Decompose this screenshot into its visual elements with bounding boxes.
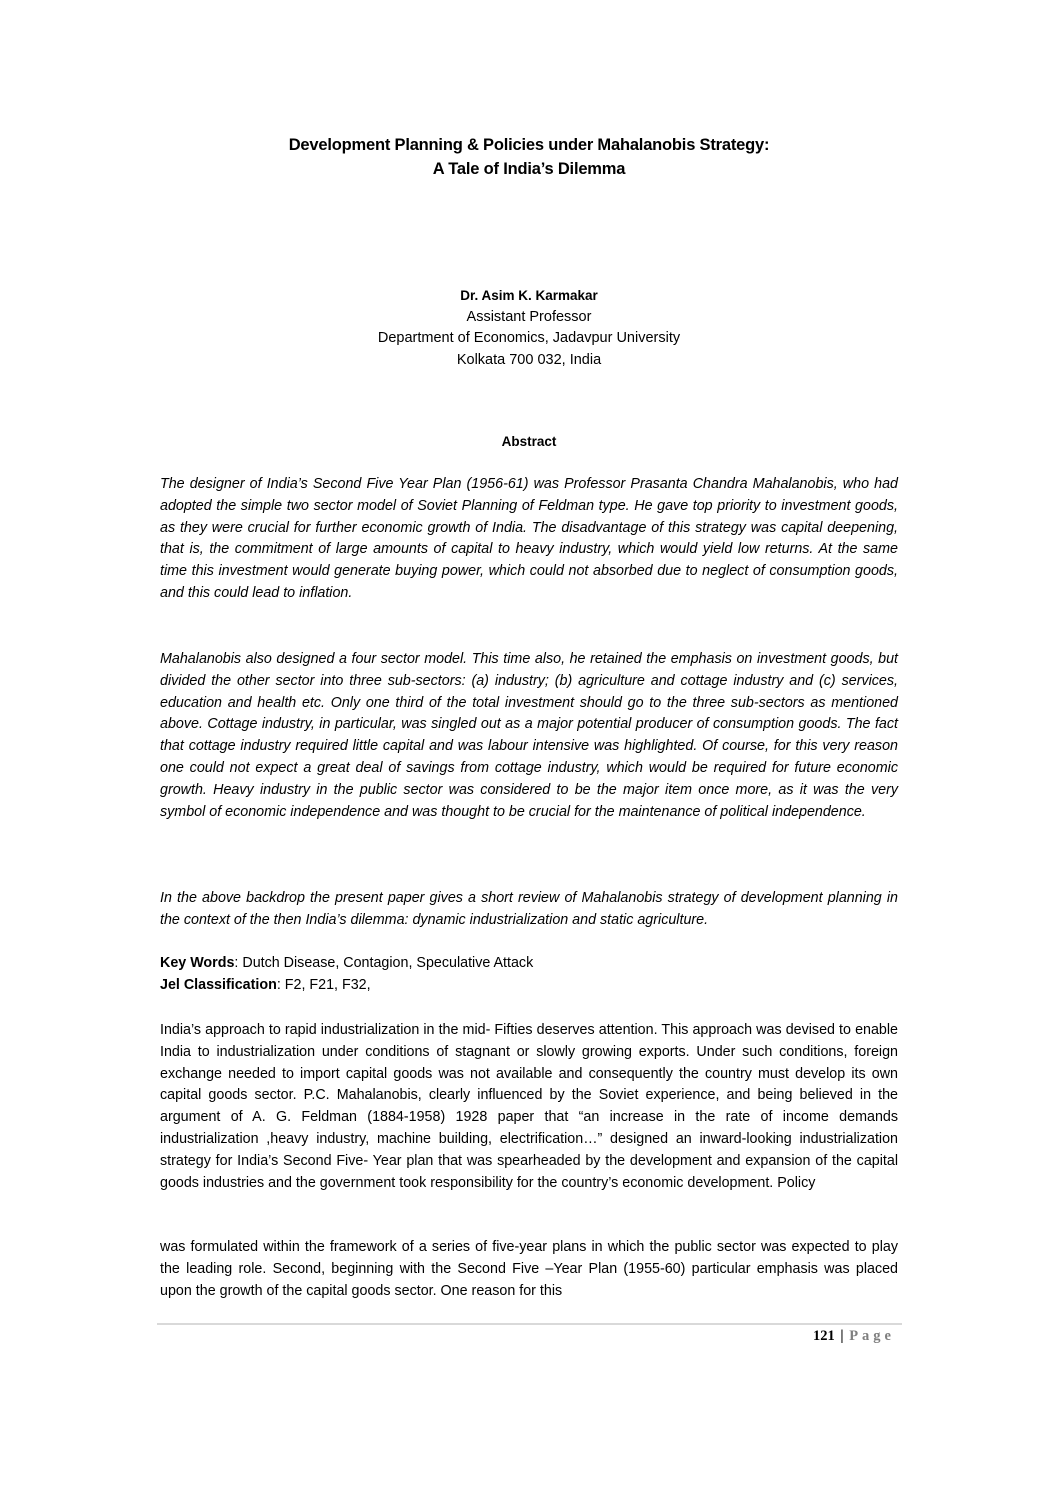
author-address: Kolkata 700 032, India (456, 351, 602, 368)
keywords-label: Key Words (160, 955, 235, 971)
author-block (160, 285, 898, 371)
abstract-paragraph-2: Mahalanobis also designed a four sector model. This time also, he retained the emphasis on investment goods, but divided the other sector into three sub-sectors: (a) industry; (b) agriculture and cottage industry and (c) services, education and health etc. Only one third of the total investment should go to the three sub-sectors as mentioned above. Cottage industry, in particular, was singled out as a major potential producer of consumption goods. The fact that cottage industry required little capital and was labour intensive was highlighted. Of course, for this very reason one could not expect a great deal of savings from cottage industry, which would be required for future economic growth. Heavy industry in the public sector was considered to be the major item once more, as it was the very symbol of economic independence and was thought to be crucial for the maintenance of political independence. (160, 651, 898, 820)
author-name: Dr. Asim K. Karmakar (460, 288, 598, 303)
author-department: Department of Economics, Jadavpur University (377, 330, 681, 346)
jel-label: Jel Classification (160, 977, 277, 993)
body-paragraph-2: was formulated within the framework of a series of five-year plans in which the public sector was expected to play the leading role. Second, beginning with the Second Five –Year Plan (1955-60) particular emphasis was placed upon the growth of the capital goods sector. One reason for this (160, 1239, 898, 1299)
jel-value: : F2, F21, F32, (276, 977, 371, 993)
abstract-heading: Abstract (501, 434, 557, 449)
abstract-paragraph-1: The designer of India’s Second Five Year Plan (1956-61) was Professor Prasanta Chandra Mahalanobis, who had adopted the simple two sector model of Soviet Planning of Feldman type. He gave top priority to investment goods, as they were crucial for further economic growth of India. The disadvantage of this strategy was capital deepening, that is, the commitment of large amounts of capital to heavy industry, which would yield low returns. At the same time this investment would generate buying power, which could not absorbed due to neglect of consumption goods, and this could lead to inflation. (160, 476, 898, 601)
title-line-2: A Tale of India’s Dilemma (432, 160, 626, 178)
author-position: Assistant Professor (466, 308, 592, 325)
page-number: 121 (813, 1328, 835, 1344)
page-label: Page (849, 1328, 895, 1344)
keywords-value: : Dutch Disease, Contagion, Speculative Attack (234, 955, 534, 971)
footer-divider (157, 1323, 902, 1325)
keywords-line (160, 953, 898, 975)
page-footer (813, 1328, 895, 1345)
footer-separator: | (840, 1328, 844, 1344)
jel-line (160, 975, 898, 997)
title-line-1: Development Planning & Policies under Mahalanobis Strategy: (288, 136, 770, 154)
abstract-paragraph-3: In the above backdrop the present paper gives a short review of Mahalanobis strategy of development planning in the context of the then India’s dilemma: dynamic industrialization and static agriculture. (160, 890, 898, 928)
paper-title (160, 133, 898, 181)
body-paragraph-1: India’s approach to rapid industrialization in the mid- Fifties deserves attention. This approach was devised to enable India to industrialization under conditions of stagnant or slowly growing exports. Under such conditions, foreign exchange needed to import capital goods was not available and consequently the country must develop its own capital goods sector. P.C. Mahalanobis, clearly influenced by the Soviet experience, and being believed in the argument of A. G. Feldman (1884-1958) 1928 paper that “an increase in the rate of income demands industrialization ,heavy industry, machine building, electrification…” designed an inward-looking industrialization strategy for India’s Second Five- Year plan that was spearheaded by the development and expansion of the capital goods industries and the government took responsibility for the country’s economic development. Policy (160, 1022, 898, 1191)
